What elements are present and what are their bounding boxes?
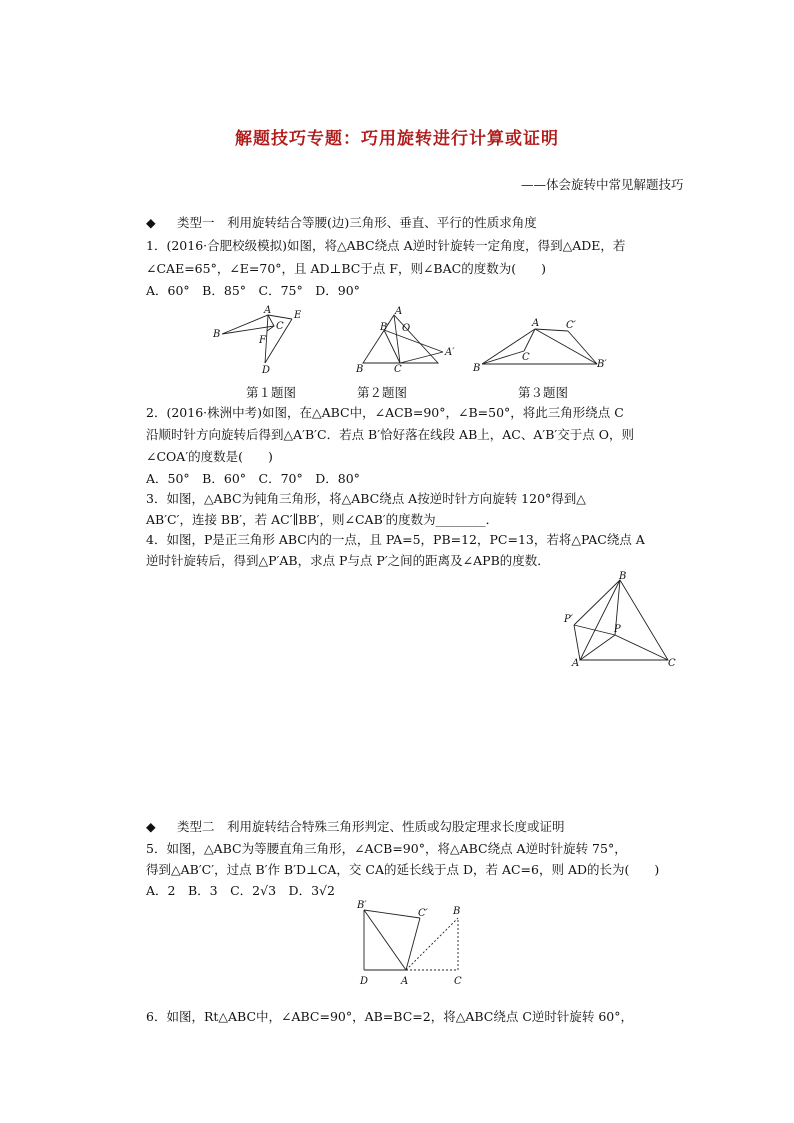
fig5-label-a: A	[401, 976, 409, 987]
fig4-label-a: A	[572, 658, 580, 669]
fig4-line-ap-prime	[574, 625, 580, 660]
q1-options: A．60° B．85° C．75° D．90°	[146, 283, 360, 298]
fig1-line-ae	[268, 315, 292, 319]
fig4-line-ap	[580, 635, 615, 660]
q5-options: A．2 B．3 C．2√3 D．3√2	[146, 883, 335, 898]
fig2-label-b: B	[356, 364, 364, 375]
fig1-label-b: B	[213, 329, 221, 340]
fig3-line-ac-prime	[535, 329, 568, 331]
q2-line2: 沿顺时针方向旋转后得到△A′B′C．若点 B′恰好落在线段 AB上，AC、A′B′交于点 O，则	[146, 427, 634, 442]
figure-5	[350, 898, 475, 990]
q5-line2: 得到△AB′C′，过点 B′作 B′D⊥CA，交 CA的延长线于点 D，若 AC=6，则 AD的长为( )	[146, 862, 660, 877]
caption-fig1: 第１题图	[246, 385, 297, 400]
fig1-label-f: F	[259, 335, 266, 346]
fig2-label-c: C	[394, 364, 402, 375]
fig2-label-a-prime: A′	[445, 347, 455, 358]
figure-3	[470, 315, 620, 377]
fig3-line-c-prime-b-prime	[568, 331, 597, 364]
fig4-line-p-prime-b	[574, 580, 620, 625]
fig5-label-c: C	[454, 976, 462, 987]
q4-line2: 逆时针旋转后，得到△P′AB，求点 P与点 P′之间的距离及∠APB的度数．	[146, 553, 550, 568]
section-bullet: ◆	[146, 215, 156, 230]
fig3-label-c: C	[522, 352, 530, 363]
fig4-line-pp-prime	[574, 625, 615, 635]
q1-line1: 1．(2016·合肥校级模拟)如图，将△ABC绕点 A逆时针旋转一定角度，得到△ADE，若	[146, 238, 626, 253]
q3-line1: 3．如图，△ABC为钝角三角形，将△ABC绕点 A按逆时针方向旋转 120°得到△	[146, 491, 586, 506]
fig3-label-a: A	[532, 318, 540, 329]
fig3-label-b-prime: B′	[597, 359, 607, 370]
fig1-label-e: E	[294, 310, 302, 321]
fig4-label-c: C	[668, 658, 676, 669]
fig4-label-p-prime: P′	[564, 614, 573, 625]
fig5-label-b: B	[453, 906, 461, 917]
fig5-line-b-prime-c-prime	[364, 910, 420, 918]
q5-line1: 5．如图，△ABC为等腰直角三角形，∠ACB=90°，将△ABC绕点 A逆时针旋转 75°，	[146, 841, 627, 856]
fig3-label-c-prime: C′	[566, 320, 576, 331]
page-title: 解题技巧专题：巧用旋转进行计算或证明	[235, 129, 559, 149]
figure-1	[205, 305, 315, 377]
q2-line1: 2．(2016·株洲中考)如图，在△ABC中，∠ACB=90°，∠B=50°，将此三角形绕点 C	[146, 405, 624, 420]
figure-4	[560, 570, 685, 670]
fig4-label-p: P	[614, 624, 621, 635]
fig1-label-d: D	[262, 365, 271, 376]
fig5-line-b-prime-a	[364, 910, 406, 970]
q2-line3: ∠COA′的度数是( )	[146, 449, 273, 464]
q6-line1: 6．如图，Rt△ABC中，∠ABC=90°，AB=BC=2，将△ABC绕点 C逆时针旋转 60°，	[146, 1009, 634, 1024]
fig5-label-c-prime: C′	[418, 908, 428, 919]
fig5-label-d: D	[360, 976, 369, 987]
fig3-line-bc	[482, 351, 524, 364]
fig5-label-b-prime: B′	[357, 900, 367, 911]
fig2-label-a: A	[395, 306, 403, 317]
q2-options: A．50° B．60° C．70° D．80°	[146, 471, 360, 486]
section-heading-1: 类型一 利用旋转结合等腰(边)三角形、垂直、平行的性质求角度	[177, 215, 537, 230]
fig5-line-c-prime-a	[406, 918, 420, 970]
q1-line2: ∠CAE=65°，∠E=70°，且 AD⊥BC于点 F，则∠BAC的度数为( )	[146, 261, 546, 276]
fig2-label-b-prime: B′	[380, 322, 390, 333]
fig5-line-ab	[406, 918, 458, 970]
fig2-label-o: O	[402, 323, 411, 334]
fig1-label-c: C	[276, 321, 284, 332]
section-bullet-2: ◆	[146, 819, 156, 834]
q4-line1: 4．如图，P是正三角形 ABC内的一点，且 PA=5，PB=12，PC=13，若将△PAC绕点 A	[146, 532, 645, 547]
subtitle: ——体会旋转中常见解题技巧	[521, 177, 684, 192]
section-heading-2: 类型二 利用旋转结合特殊三角形判定、性质或勾股定理求长度或证明	[177, 819, 565, 834]
fig1-label-a: A	[264, 305, 272, 316]
fig4-label-b: B	[619, 571, 627, 582]
fig3-label-b: B	[473, 363, 481, 374]
caption-fig3: 第３题图	[518, 385, 569, 400]
figure-2	[350, 305, 460, 377]
q3-line2: AB′C′，连接 BB′，若 AC′∥BB′，则∠CAB′的度数为________．	[146, 512, 499, 527]
fig3-line-ab-prime	[535, 329, 597, 364]
caption-fig2: 第２题图	[357, 385, 408, 400]
fig4-triangle-abc	[580, 580, 668, 660]
fig1-triangle-abc	[222, 315, 274, 334]
